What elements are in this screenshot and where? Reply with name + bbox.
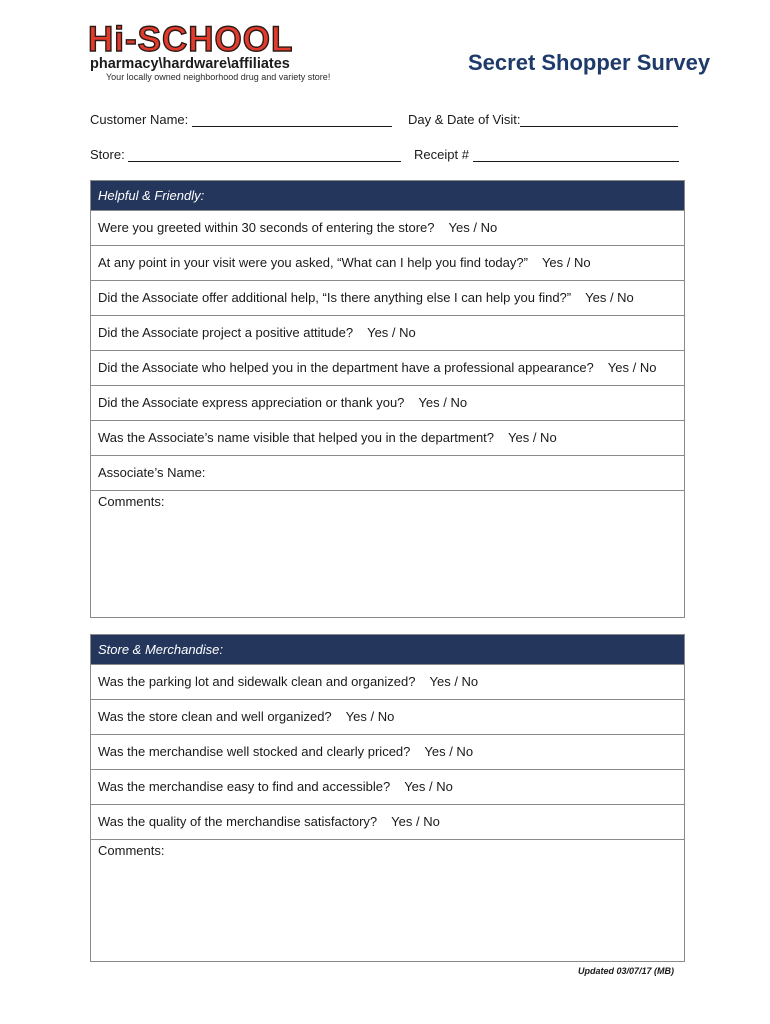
yes-no-choice[interactable]: Yes / No xyxy=(418,395,468,410)
question-text: Were you greeted within 30 seconds of entering the store? xyxy=(98,220,435,235)
question-text: Did the Associate who helped you in the department have a professional appearance? xyxy=(98,360,594,375)
yes-no-choice[interactable]: Yes / No xyxy=(367,325,416,340)
helpful-friendly-section xyxy=(90,180,685,618)
section-heading: Store & Merchandise: xyxy=(91,635,684,664)
customer-name-label: Customer Name: xyxy=(90,112,189,127)
yes-no-choice[interactable]: Yes / No xyxy=(345,709,395,724)
question-text: Did the Associate express appreciation or thank you? xyxy=(98,395,405,410)
yes-no-choice[interactable]: Yes / No xyxy=(429,674,479,689)
updated-note: Updated 03/07/17 (MB) xyxy=(578,966,675,976)
header xyxy=(0,0,770,90)
question-text: Was the store clean and well organized? xyxy=(98,709,332,724)
comments-label: Comments: xyxy=(98,843,165,858)
question-row[interactable] xyxy=(91,664,684,699)
question-row[interactable] xyxy=(91,734,684,769)
logo-subtitle: pharmacy\hardware\affiliates xyxy=(90,56,290,72)
yes-no-choice[interactable]: Yes / No xyxy=(541,255,591,270)
question-row[interactable] xyxy=(91,315,684,350)
receipt-label: Receipt # xyxy=(414,147,469,162)
store-line[interactable] xyxy=(128,148,401,162)
yes-no-choice[interactable]: Yes / No xyxy=(404,779,453,794)
visit-date-label: Day & Date of Visit: xyxy=(408,112,521,127)
question-row[interactable] xyxy=(91,210,684,245)
customer-name-line[interactable] xyxy=(192,113,392,127)
question-text: Did the Associate project a positive attitude? xyxy=(98,325,354,340)
visit-date-line[interactable] xyxy=(520,113,678,127)
question-text: At any point in your visit were you asked, “What can I help you find today?” xyxy=(98,255,528,270)
yes-no-choice[interactable]: Yes / No xyxy=(448,220,498,235)
yes-no-choice[interactable]: Yes / No xyxy=(585,290,634,305)
question-text: Was the quality of the merchandise satisfactory? xyxy=(98,814,378,829)
yes-no-choice[interactable]: Yes / No xyxy=(607,360,657,375)
yes-no-choice[interactable]: Yes / No xyxy=(391,814,440,829)
question-row[interactable] xyxy=(91,280,684,315)
store-label: Store: xyxy=(90,147,125,162)
associate-name-field[interactable] xyxy=(91,455,684,490)
question-row[interactable] xyxy=(91,385,684,420)
associate-name-label: Associate’s Name: xyxy=(98,465,206,480)
receipt-field[interactable] xyxy=(414,147,679,162)
question-text: Was the merchandise easy to find and accessible? xyxy=(98,779,391,794)
question-text: Was the parking lot and sidewalk clean and organized? xyxy=(98,674,416,689)
store-merchandise-section xyxy=(90,634,685,962)
page-title: Secret Shopper Survey xyxy=(468,50,711,75)
question-row[interactable] xyxy=(91,350,684,385)
logo-tagline: Your locally owned neighborhood drug and variety store! xyxy=(106,72,331,82)
yes-no-choice[interactable]: Yes / No xyxy=(508,430,557,445)
customer-name-field[interactable] xyxy=(90,112,392,127)
question-row[interactable] xyxy=(91,245,684,280)
question-text: Was the Associate’s name visible that helped you in the department? xyxy=(98,430,495,445)
comments-box[interactable] xyxy=(91,839,684,961)
logo-wordmark: Hi-SCHOOL xyxy=(88,20,294,59)
receipt-line[interactable] xyxy=(473,148,679,162)
question-text: Was the merchandise well stocked and clearly priced? xyxy=(98,744,411,759)
question-row[interactable] xyxy=(91,769,684,804)
comments-box[interactable] xyxy=(91,490,684,617)
question-row[interactable] xyxy=(91,804,684,839)
comments-label: Comments: xyxy=(98,494,165,509)
question-row[interactable] xyxy=(91,420,684,455)
visit-date-field[interactable] xyxy=(408,112,678,127)
section-heading: Helpful & Friendly: xyxy=(91,181,684,210)
store-field[interactable] xyxy=(90,147,401,162)
question-row[interactable] xyxy=(91,699,684,734)
yes-no-choice[interactable]: Yes / No xyxy=(424,744,474,759)
question-text: Did the Associate offer additional help, “Is there anything else I can help you find?” xyxy=(98,290,572,305)
